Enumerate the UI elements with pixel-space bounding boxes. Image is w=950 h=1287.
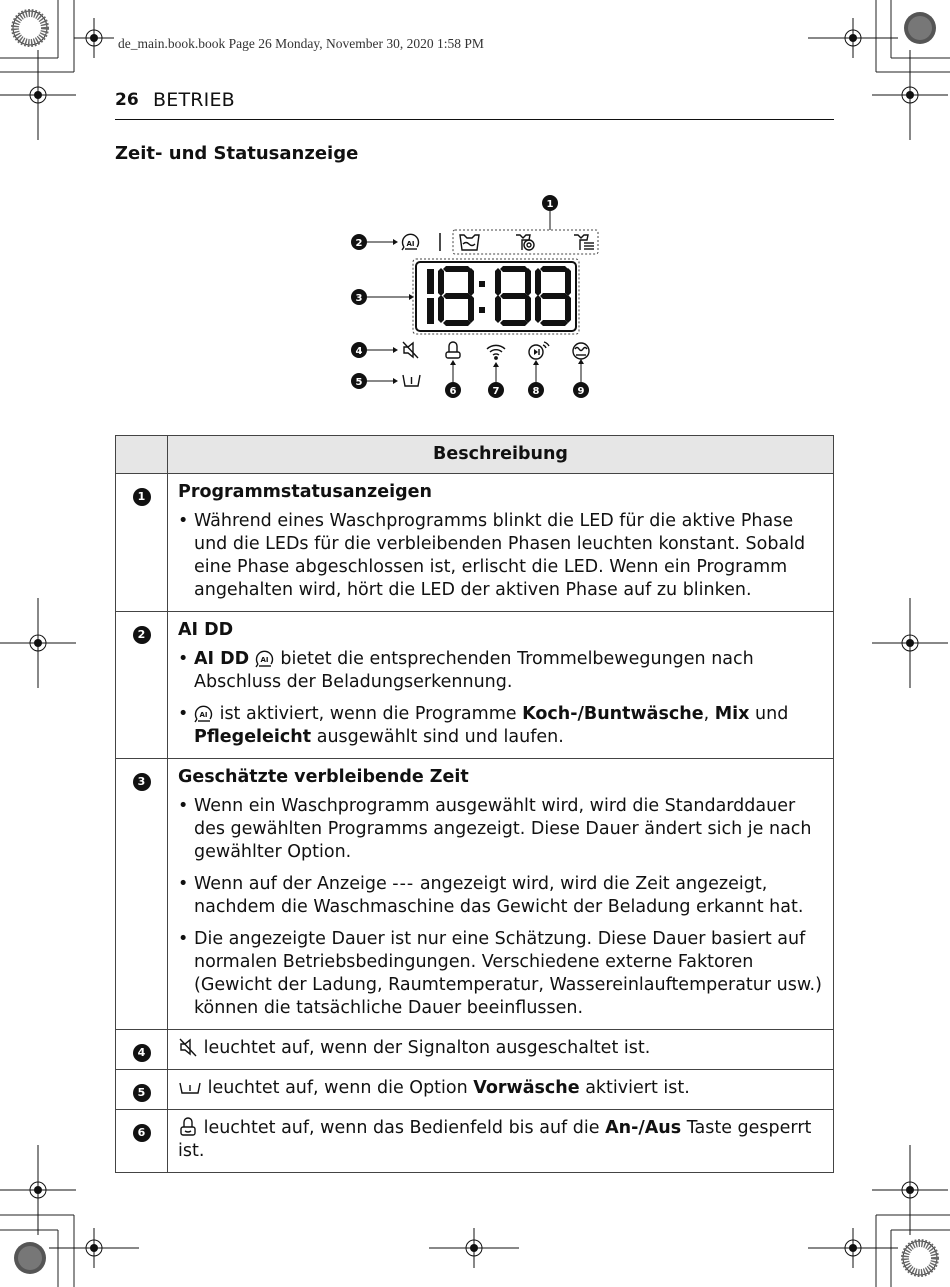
bullet: • Während eines Waschprogramms blinkt die LED für die aktive Phase und die LEDs für die verbleibenden Phasen leuchten konstant. Sobald eine Phase abgeschlossen ist, erlischt die LED. Wenn ein Programm angehalten wird, hört die LED der aktiven Phase auf zu blinken. <box>178 510 823 602</box>
row-number-badge: 6 <box>133 1124 151 1142</box>
svg-text:AI: AI <box>260 656 269 664</box>
child-lock-icon <box>446 342 460 358</box>
digit-1 <box>427 269 434 324</box>
prewash-icon <box>403 375 420 386</box>
digit-8-a <box>438 266 474 326</box>
table-row: 6 leuchtet auf, wenn das Bedienfeld bis auf die An-/Aus Taste gesperrt ist. <box>116 1110 834 1173</box>
remote-start-icon <box>529 342 549 359</box>
callout-2 <box>351 234 398 250</box>
ai-dd-icon <box>402 234 419 250</box>
row-number-badge: 2 <box>133 626 151 644</box>
print-header: de_main.book.book Page 26 Monday, November 30, 2020 1:58 PM <box>118 36 484 51</box>
bullet: • AI ist aktiviert, wenn die Programme Koch-/Buntwäsche, Mix und Pflegeleicht ausgewählt sind und laufen. <box>178 703 823 749</box>
callout-5 <box>351 373 398 389</box>
mute-icon <box>403 342 418 358</box>
row-number-badge: 1 <box>133 488 151 506</box>
svg-text:AI: AI <box>406 240 415 248</box>
callout-4 <box>351 342 398 358</box>
child-lock-icon <box>178 1117 198 1137</box>
callout-6 <box>445 360 461 398</box>
svg-text:9: 9 <box>577 386 585 397</box>
row-number-badge: 4 <box>133 1044 151 1062</box>
svg-text:2: 2 <box>355 238 363 249</box>
page-number: 26 <box>115 90 139 110</box>
digit-8-c <box>535 266 571 326</box>
time-display-digits: 18:88 <box>300 0 303 1</box>
callout-3 <box>351 289 414 305</box>
table-row: 5 leuchtet auf, wenn die Option Vorwäsche aktiviert ist. <box>116 1070 834 1110</box>
svg-text:6: 6 <box>449 386 457 397</box>
svg-text:5: 5 <box>355 377 363 388</box>
ai-dd-icon <box>255 648 275 668</box>
row-title: Programmstatusanzeigen <box>178 482 432 502</box>
callout-1 <box>542 195 558 230</box>
dash-display-symbol: --- <box>392 874 415 894</box>
wifi-icon <box>487 345 505 359</box>
row-number-badge: 3 <box>133 773 151 791</box>
colon <box>479 281 485 313</box>
digit-8-b <box>495 266 531 326</box>
page-section-title: BETRIEB <box>153 89 235 111</box>
smart-diagnosis-icon <box>573 343 589 359</box>
callout-8 <box>528 360 544 398</box>
spin-phase-icon <box>574 235 594 250</box>
svg-text:AI: • AI <box>199 711 208 719</box>
description-table <box>115 435 834 1173</box>
bullet: • Die angezeigte Dauer ist nur eine Schätzung. Diese Dauer basiert auf normalen Betriebsbedingungen. Verschiedene externe Faktoren (Gewicht der Ladung, Raumtemperatur, Wassereinlauftemperatur usw.) können die tatsächliche Dauer beeinflussen. <box>178 928 823 1020</box>
display-diagram <box>0 0 950 420</box>
rinse-phase-icon <box>516 235 534 250</box>
callout-7 <box>488 362 504 398</box>
svg-text:3: 3 <box>355 293 363 304</box>
svg-text:8: 8 <box>532 386 540 397</box>
table-row: 4 leuchtet auf, wenn der Signalton ausgeschaltet ist. <box>116 1030 834 1070</box>
svg-text:1: 1 <box>546 199 554 210</box>
table-row <box>116 612 834 759</box>
row-title: Geschätzte verbleibende Zeit <box>178 767 469 787</box>
prewash-icon <box>178 1077 202 1097</box>
bullet: • Wenn ein Waschprogramm ausgewählt wird, wird die Standarddauer des gewählten Programms angezeigt. Diese Dauer ändert sich je nach gewählter Option. <box>178 795 823 864</box>
table-header-empty <box>116 436 168 474</box>
section-title: Zeit- und Statusanzeige <box>115 143 359 164</box>
mute-icon <box>178 1037 198 1057</box>
svg-text:4: 4 <box>355 346 363 357</box>
bullet: • Wenn auf der Anzeige --- angezeigt wird, wird die Zeit angezeigt, nachdem die Waschmaschine das Gewicht der Beladung erkannt hat. <box>178 873 823 919</box>
row-title: AI DD <box>178 620 234 640</box>
row-number-badge: 5 <box>133 1084 151 1102</box>
table-row <box>116 474 834 612</box>
ai-dd-icon <box>194 703 214 723</box>
table-row <box>116 759 834 1030</box>
callout-9 <box>573 359 589 398</box>
table-header-row <box>116 436 834 474</box>
table-header: Beschreibung <box>168 436 834 474</box>
wash-phase-icon <box>460 235 479 250</box>
svg-text:7: 7 <box>492 386 500 397</box>
bullet: • AI DD AI bietet die entsprechenden Trommelbewegungen nach Abschluss der Beladungserkennung. <box>178 648 823 694</box>
